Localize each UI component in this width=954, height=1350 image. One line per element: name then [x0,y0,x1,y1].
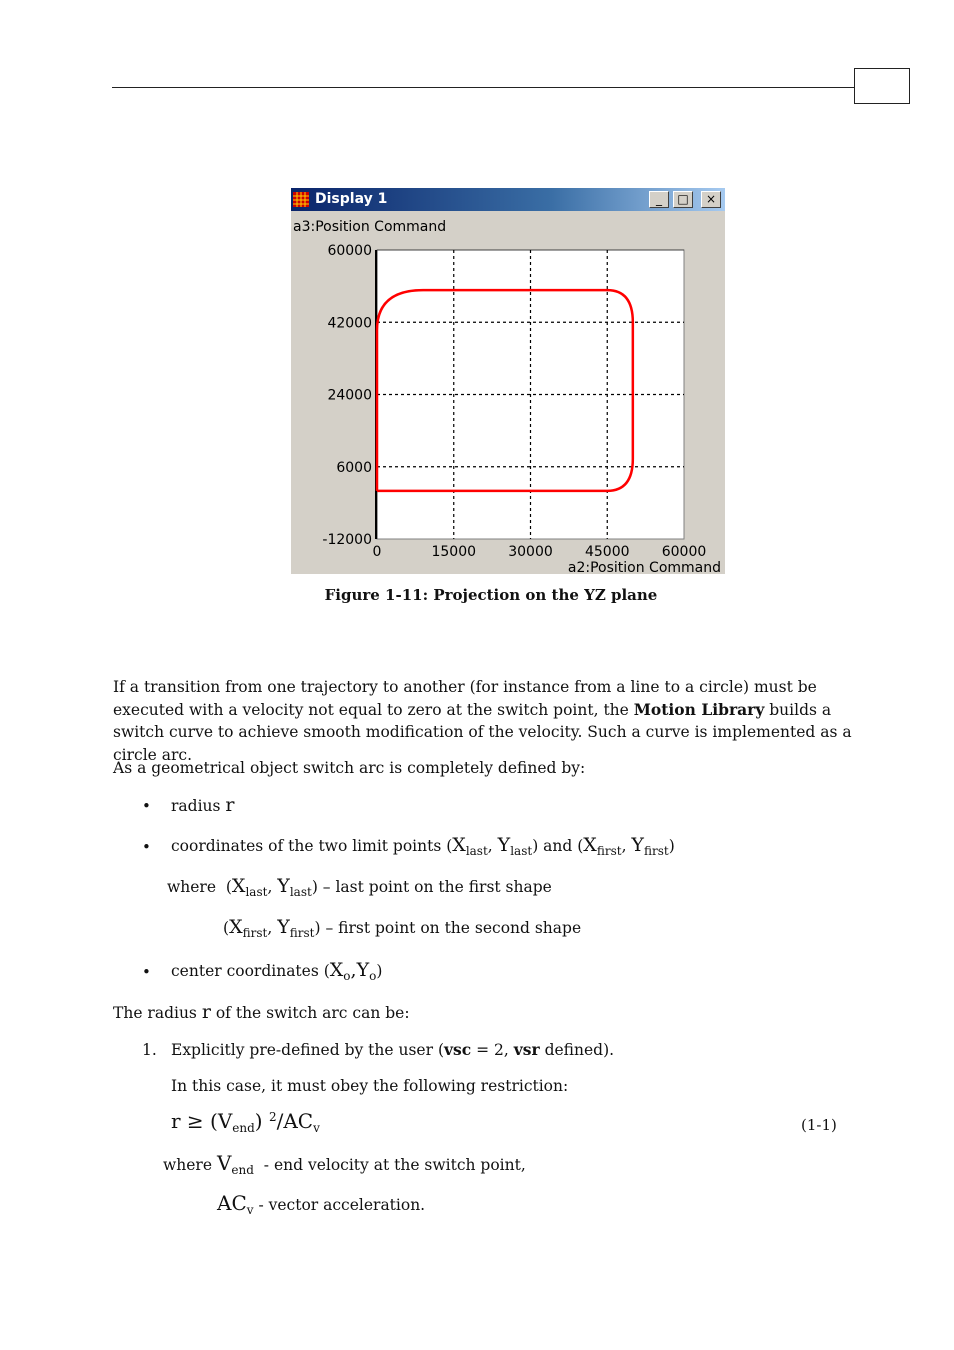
page-number-box [854,68,910,104]
minimize-button[interactable]: _ [649,191,669,208]
y-tick-label: 24000 [327,387,372,404]
where-last-point: where ($X_{last}$, $Y_{last}$) – last point on the first shape [167,875,552,899]
paragraph-switch-curve: If a transition from one trajectory to another (for instance from a line to a circle) must be executed with a velocity not equal to zero at the switch point, the Motion Library builds a switch curve to achieve smooth modification of the velocity. Such a curve is implemented as a circle arc. [113,678,852,764]
x-axis-label: a2:Position Command [567,560,721,574]
x-tick-label: 30000 [508,544,553,560]
header-rule [112,87,855,88]
bullet-marker: • [142,838,151,856]
bullet-marker: • [142,797,151,815]
equation-1-1: $r \ge (V_{end})$ $^2/AC_v$ [171,1109,320,1135]
y-tick-label: 60000 [327,243,372,259]
bullet-limit-points: coordinates of the two limit points ($X_{last}$, $Y_{last}$) and ($X_{first}$, $Y_{first}$) [171,834,675,858]
list-number: 1. [142,1041,157,1059]
paragraph-defined-by: As a geometrical object switch arc is completely defined by: [113,759,586,777]
x-tick-label: 0 [372,544,382,560]
bullet-marker: • [142,963,151,981]
bullet-center: center coordinates $(X_o,Y_o)$ [171,959,383,983]
y-axis-label: a3:Position Command [293,219,447,235]
equation-number: (1-1) [801,1116,837,1134]
list-item-predefined: Explicitly pre-defined by the user (vsc = 2, vsr defined). [171,1040,615,1059]
y-tick-label: -12000 [322,532,372,548]
close-button[interactable]: × [701,191,721,208]
display-window [291,188,725,574]
where-first-point: ($X_{first}$, $Y_{first}$) – first point on the second shape [223,916,582,940]
bullet-radius: radius r [171,794,235,816]
where-vend: where $V_{end}$ - end velocity at the switch point, [163,1151,526,1177]
figure-caption: Figure 1-11: Projection on the YZ plane [324,586,658,604]
x-tick-label: 45000 [584,544,630,560]
x-tick-label: 60000 [661,544,707,560]
x-tick-label: 15000 [431,544,477,560]
position-chart [291,188,725,574]
window-title: Display 1 [315,191,388,207]
maximize-button[interactable]: □ [673,191,693,208]
where-acv: $AC_v$ - vector acceleration. [217,1191,426,1217]
paragraph-radius: The radius r of the switch arc can be: [113,1001,410,1023]
motion-library-term: Motion Library [633,699,765,719]
y-tick-label: 42000 [327,315,372,332]
restriction-text: In this case, it must obey the following restriction: [171,1077,569,1095]
y-tick-label: 6000 [336,459,372,476]
